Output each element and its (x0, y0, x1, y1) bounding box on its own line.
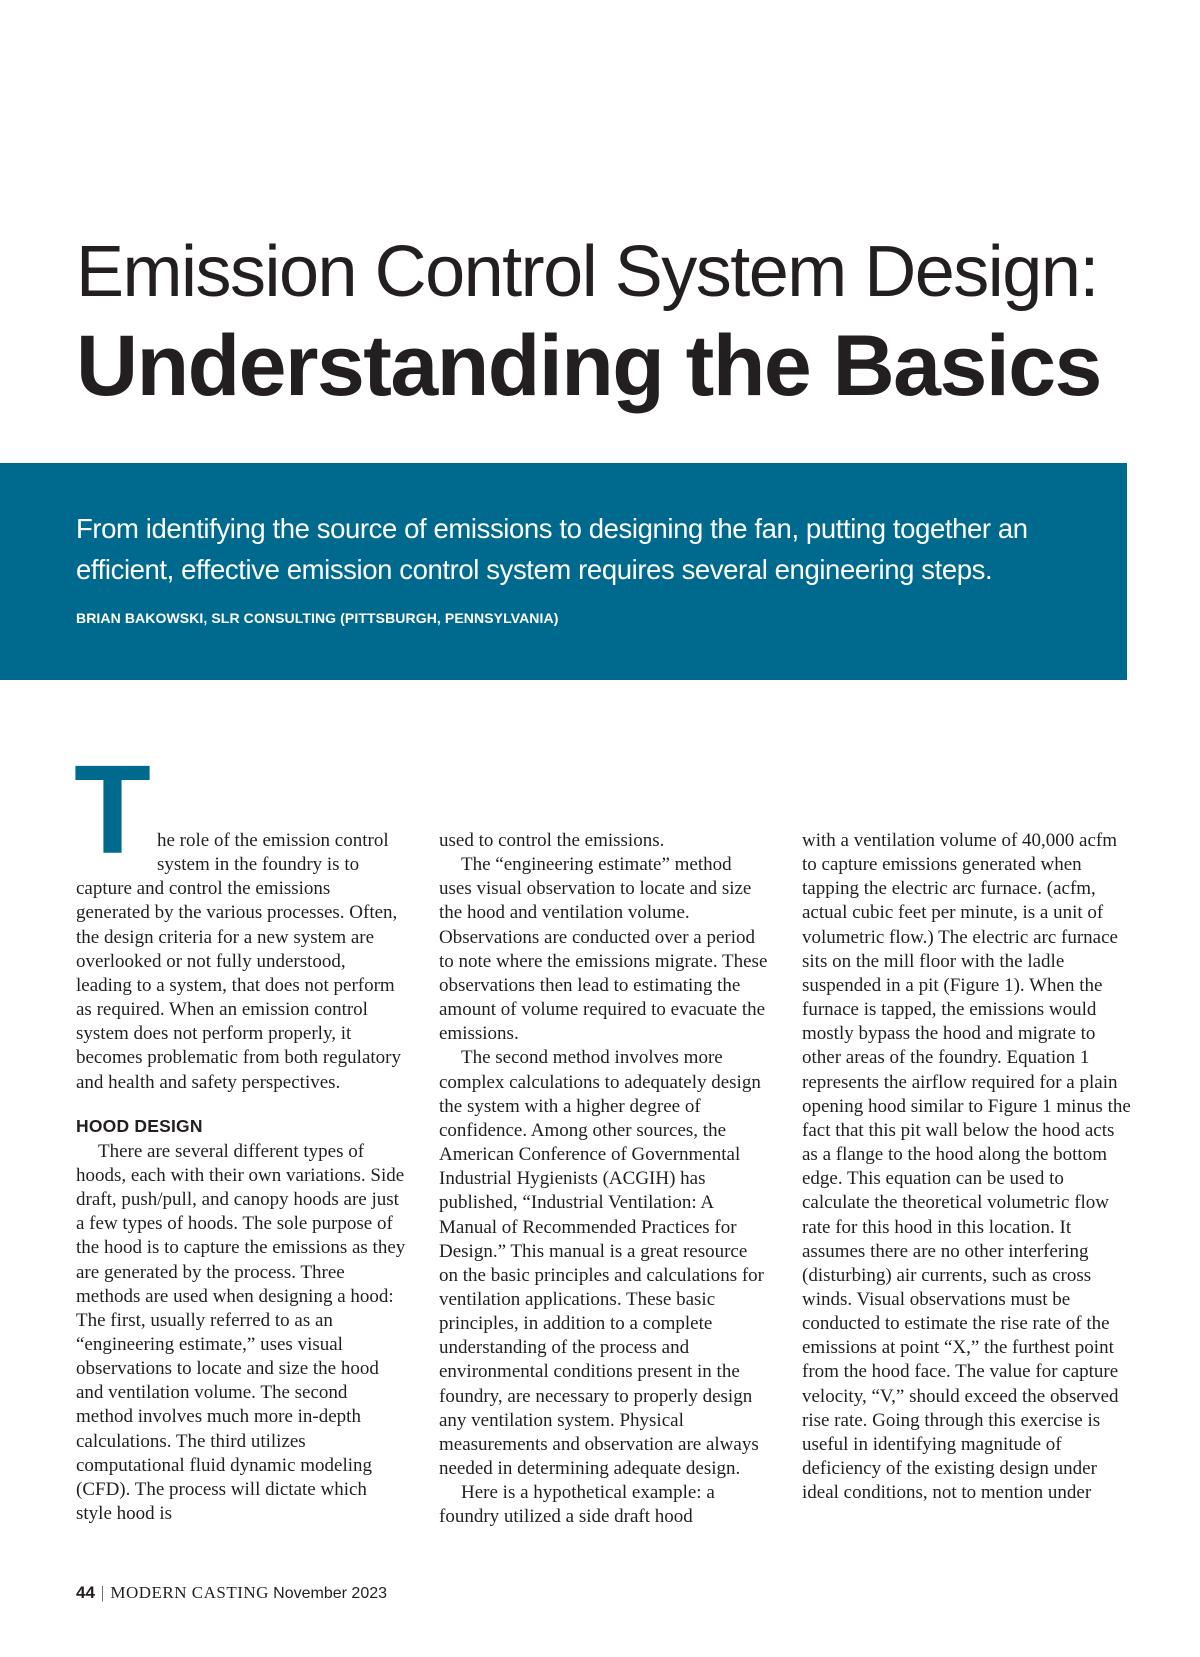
headline-line-2: Understanding the Basics (76, 318, 1101, 414)
issue-date: November 2023 (273, 1585, 388, 1602)
page-number: 44 (76, 1583, 95, 1602)
body-paragraph: There are several different types of hoods, each with their own variations. Side draft, push/pull, and canopy hoods are just a few types of hoods. The sole purpose of the hood is to capture the emissions as they are generated by the process. Three methods are used when designing a hood: The first, usually referred to as an “engineering estimate,” uses visual observations to locate and size the hood and ventilation volume. The second method involves much more in-depth calculations. The third utilizes computational fluid dynamic modeling (CFD). The process will dictate which style hood is (76, 1140, 406, 1525)
body-column-3 (802, 829, 1132, 1505)
section-heading: HOOD DESIGN (76, 1115, 203, 1136)
body-column-1 (74, 739, 406, 1526)
body-paragraph: used to control the emissions. (439, 830, 665, 851)
body-column-2 (439, 829, 769, 1530)
page-footer (76, 1583, 676, 1603)
body-paragraph: with a ventilation volume of 40,000 acfm to capture emissions generated when tapping the electric arc furnace. (acfm, actual cubic feet per minute, is a unit of volumetric flow.) The electric arc furnace sits on the mill floor with the ladle suspended in a pit (Figure 1). When the furnace is tapped, the emissions would mostly bypass the hood and migrate to other areas of the foundry. Equation 1 represents the airflow required for a plain opening hood similar to Figure 1 minus the fact that this pit wall below the hood acts as a flange to the hood along the bottom edge. This equation can be used to calculate the theoretical volumetric flow rate for this hood in this location. It assumes there are no other interfering (disturbing) air currents, such as cross winds. Visual observations must be conducted to estimate the rise rate of the emissions at point “X,” the furthest point from the hood face. The value for capture velocity, “V,” should exceed the observed rise rate. Going through this exercise is useful in identifying magnitude of deficiency of the existing design under ideal conditions, not to mention under (802, 830, 1131, 1504)
body-paragraph: The “engineering estimate” method uses visual observation to locate and size the hood and ventilation volume. Observations are conducted over a period to note where the emissions migrate. These observations then lead to estimating the amount of volume required to evacuate the emissions. (439, 854, 768, 1045)
body-paragraph: The second method involves more complex calculations to adequately design the system with a higher degree of confidence. Among other sources, the American Conference of Governmental Industrial Hygienists (ACGIH) has published, “Industrial Ventilation: A Manual of Recommended Practices for Design.” This manual is a great resource on the basic principles and calculations for ventilation applications. These basic principles, in addition to a complete understanding of the process and environmental conditions present in the foundry, are necessary to properly design any ventilation system. Physical measurements and observation are always needed in determining adequate design. (439, 1047, 765, 1480)
footer-separator: | (100, 1583, 105, 1602)
body-paragraph (74, 739, 406, 1095)
headline-line-1: Emission Control System Design: (76, 232, 1098, 312)
magazine-name: MODERN CASTING (110, 1583, 269, 1602)
drop-cap: T (74, 739, 151, 880)
paragraph-text: he role of the emission control system in the foundry is to capture and control the emissions generated by the various processes. Often, the design criteria for a new system are overlooked or not fully understood, leading to a system, that does not perform as required. When an emission control system does not perform properly, it becomes problematic from both regulatory and health and safety perspectives. (76, 830, 402, 1093)
body-paragraph: Here is a hypothetical example: a foundry utilized a side draft hood (439, 1482, 715, 1528)
author-byline: BRIAN BAKOWSKI, SLR CONSULTING (PITTSBURGH, PENNSYLVANIA) (76, 610, 559, 626)
article-deck: From identifying the source of emissions to designing the fan, putting together an efficient, effective emission control system requires several engineering steps. (76, 513, 1028, 585)
